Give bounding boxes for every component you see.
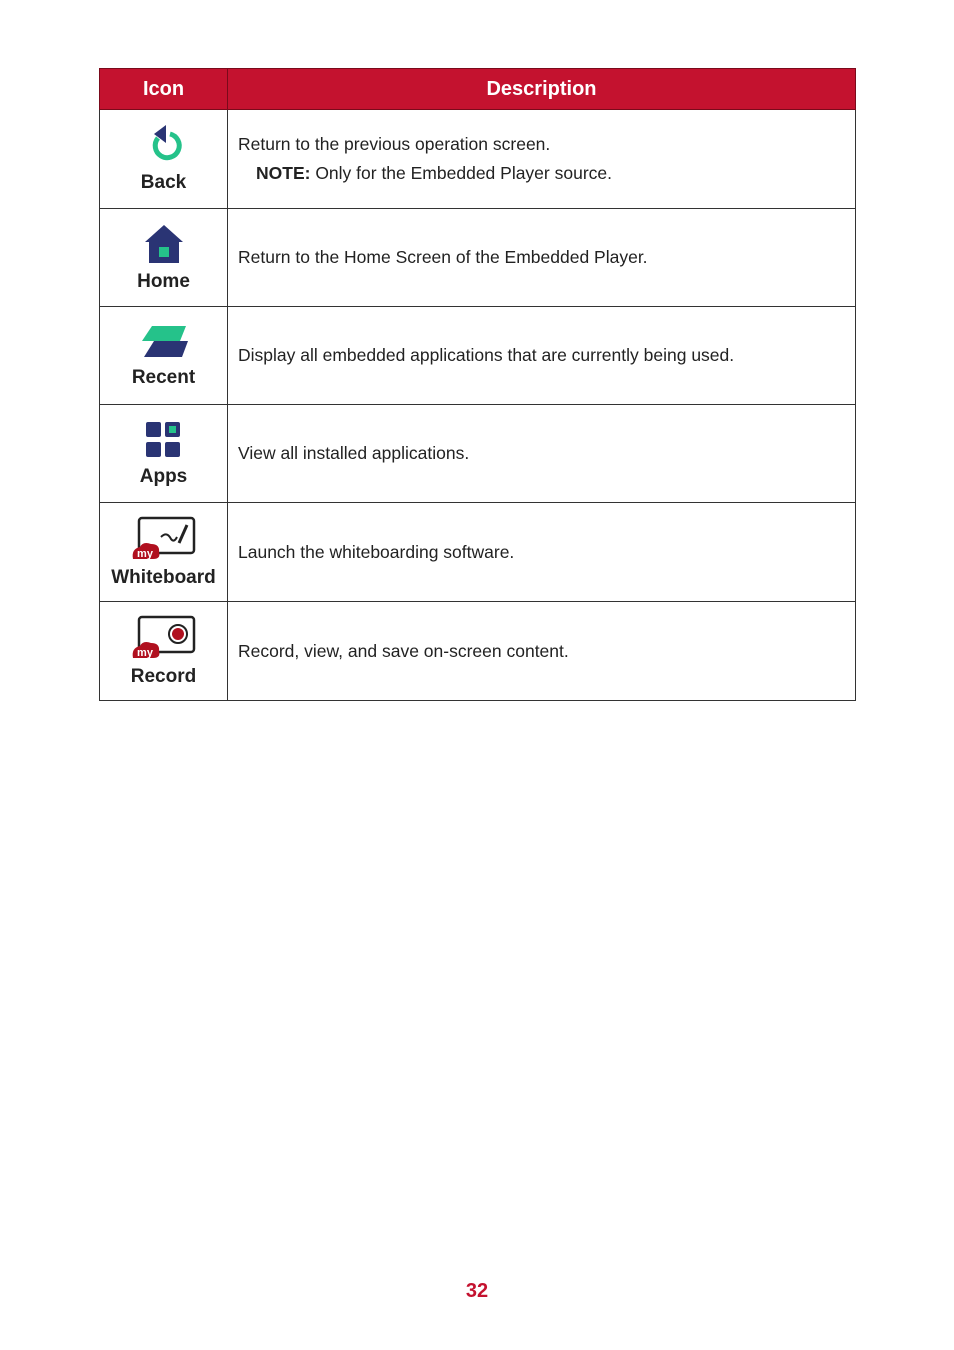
header-icon: Icon (100, 69, 228, 110)
description-cell (228, 110, 856, 209)
description-cell (228, 307, 856, 405)
back-icon (144, 124, 184, 168)
table-row (100, 110, 856, 209)
icon-label: Whiteboard (111, 567, 216, 588)
record-badge-text: my (136, 647, 153, 659)
icon-cell (100, 110, 228, 209)
description-text: Return to the Home Screen of the Embedded Player. (238, 247, 648, 267)
table-row (100, 602, 856, 701)
note-line (238, 159, 855, 188)
description-cell (228, 405, 856, 503)
table-row (100, 503, 856, 602)
page-number: 32 (465, 1280, 489, 1302)
icon-cell (100, 503, 228, 602)
icon-label: Back (140, 172, 187, 193)
icon-label: Home (137, 270, 190, 292)
table-row (100, 209, 856, 307)
icon-label: Record (130, 666, 197, 687)
icon-description-table (99, 68, 856, 701)
whiteboard-icon (131, 515, 197, 563)
icon-cell (100, 307, 228, 405)
description-text: Display all embedded applications that are currently being used. (238, 345, 735, 365)
header-description: Description (228, 69, 856, 110)
note-text: Only for the Embedded Player source. (310, 163, 612, 183)
note-label: NOTE: (256, 163, 311, 183)
icon-label: Recent (131, 366, 196, 388)
record-icon (131, 614, 197, 662)
description-text: Record, view, and save on-screen content. (238, 640, 569, 661)
icon-cell (100, 602, 228, 701)
whiteboard-badge-text: my (136, 548, 153, 560)
description-text: View all installed applications. (238, 443, 470, 463)
recent-icon (140, 323, 188, 363)
home-icon (144, 223, 184, 267)
description-text: Launch the whiteboarding software. (238, 541, 515, 562)
icon-label: Apps (139, 465, 188, 487)
apps-icon (144, 420, 184, 462)
table-row (100, 307, 856, 405)
table-header-row (100, 69, 856, 110)
icon-cell (100, 209, 228, 307)
description-cell (228, 602, 856, 701)
table-row (100, 405, 856, 503)
description-cell (228, 503, 856, 602)
description-cell (228, 209, 856, 307)
description-text: Return to the previous operation screen. (238, 134, 551, 154)
icon-cell (100, 405, 228, 503)
